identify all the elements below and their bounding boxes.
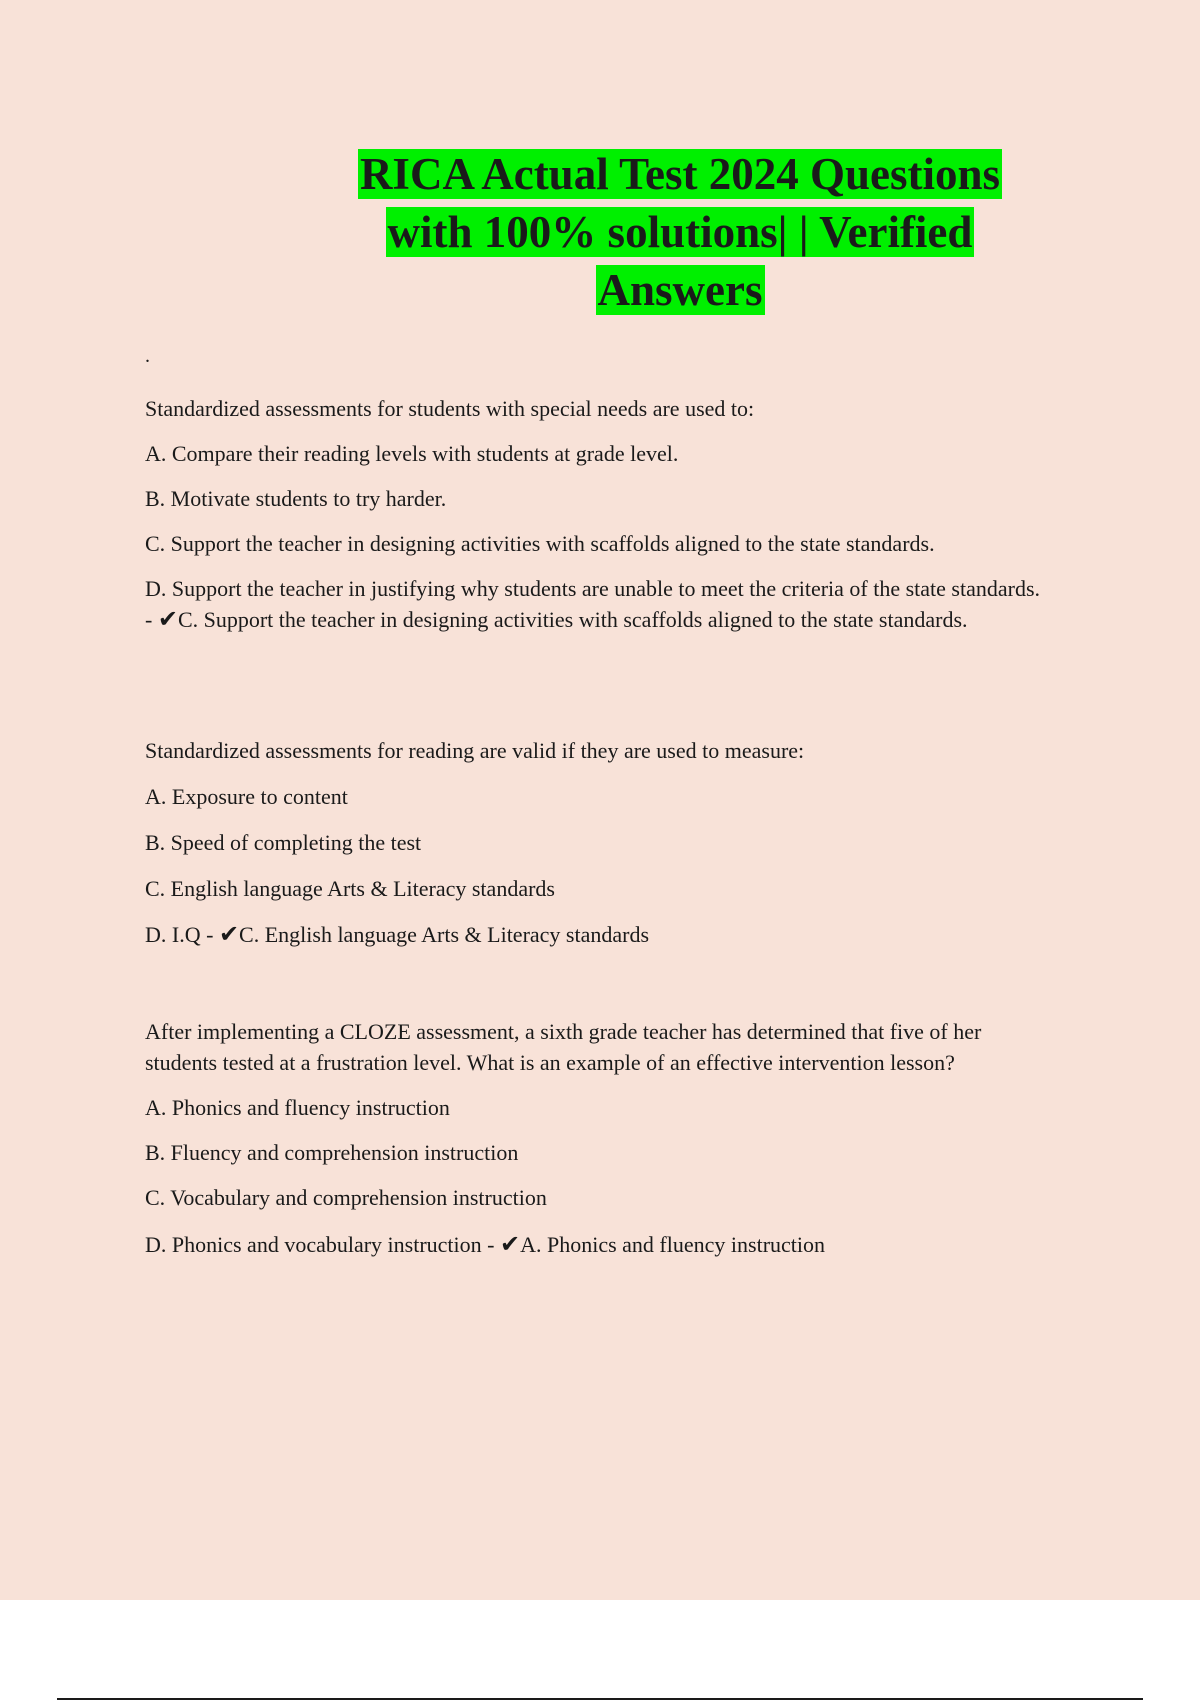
option-d-with-answer (145, 1229, 1045, 1261)
option-b: B. Motivate students to try harder. (145, 486, 447, 511)
option-c: C. Support the teacher in designing activities with scaffolds aligned to the state standards. (145, 531, 935, 556)
checkmark-icon: ✔ (500, 1232, 521, 1258)
option-c: C. Vocabulary and comprehension instruction (145, 1185, 547, 1210)
option-d: D. Support the teacher in justifying why students are unable to meet the criteria of the state standards. - (145, 576, 1041, 632)
option-d-with-answer (145, 919, 1045, 951)
question-prompt: Standardized assessments for reading are valid if they are used to measure: (145, 738, 805, 763)
title-line-1: RICA Actual Test 2024 Questions (359, 149, 1001, 199)
option-c: C. English language Arts & Literacy standards (145, 876, 555, 901)
title-line-3: Answers (597, 265, 763, 315)
correct-answer: C. Support the teacher in designing activities with scaffolds aligned to the state standards. (177, 607, 968, 632)
option-b: B. Speed of completing the test (145, 830, 422, 855)
question-prompt: Standardized assessments for students with special needs are used to: (145, 396, 755, 421)
question-2 (145, 735, 1045, 951)
question-1 (145, 393, 1045, 636)
title-line-2: with 100% solutions| | Verified (387, 207, 973, 257)
correct-answer: A. Phonics and fluency instruction (520, 1232, 826, 1257)
checkmark-icon: ✔ (218, 922, 240, 948)
option-d: D. I.Q - (145, 922, 214, 947)
document-title (300, 145, 1060, 319)
option-a: A. Exposure to content (145, 784, 348, 809)
option-a: A. Compare their reading levels with students at grade level. (145, 441, 679, 466)
option-a: A. Phonics and fluency instruction (145, 1095, 450, 1120)
option-b: B. Fluency and comprehension instruction (145, 1140, 519, 1165)
checkmark-icon: ✔ (157, 607, 178, 633)
question-3 (145, 1016, 1045, 1261)
option-d-with-answer (145, 573, 1045, 636)
correct-answer: C. English language Arts & Literacy standards (239, 922, 650, 947)
option-d: D. Phonics and vocabulary instruction - (145, 1232, 495, 1257)
question-prompt: After implementing a CLOZE assessment, a sixth grade teacher has determined that five of her students tested at a frustration level. What is an example of an effective intervention lesson? (145, 1019, 982, 1075)
separator-dot: . (145, 345, 150, 367)
